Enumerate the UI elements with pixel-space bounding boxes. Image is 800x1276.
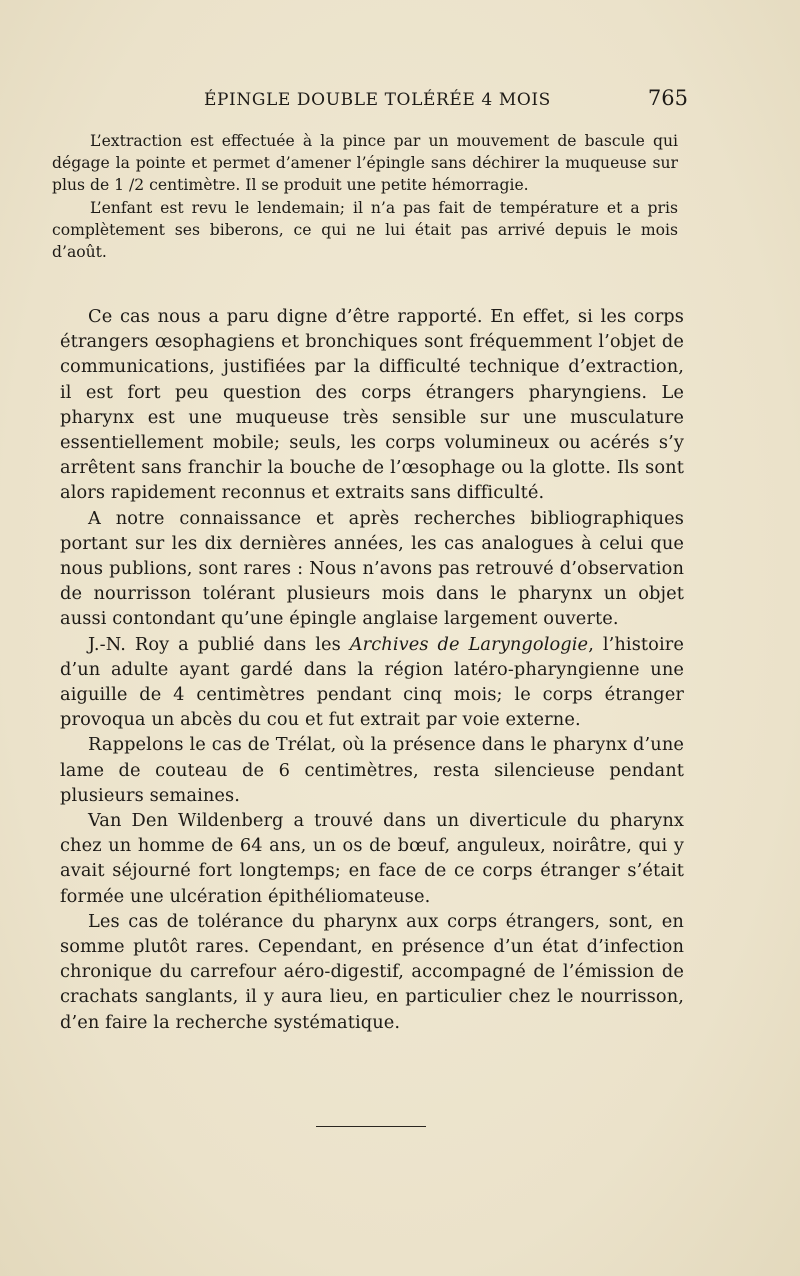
paragraph: A notre connaissance et après recherches bibliographiques portant sur les dix dernières années, les cas analogues à celui que nous publions, sont rares : Nous n’avons pas retrouvé d’observation de nourrisson tolérant plusieurs mois dans le pharynx un objet aussi contondant qu’une épingle anglaise largement ouverte. bbox=[60, 507, 684, 630]
page-number: 765 bbox=[647, 86, 688, 110]
paragraph: L’enfant est revu le lendemain; il n’a pas fait de température et a pris complètement ses biberons, ce qui ne lui était pas arrivé depuis le mois d’août. bbox=[52, 198, 678, 262]
paragraph: L’extraction est effectuée à la pince par un mouvement de bascule qui dégage la pointe et permet d’amener l’épingle sans déchirer la muqueuse sur plus de 1 /2 centimètre. Il se produit une petite hémorragie. bbox=[52, 132, 678, 195]
paragraph: Les cas de tolérance du pharynx aux corps étrangers, sont, en somme plutôt rares. Cependant, en présence d’un état d’infection chronique du carrefour aéro-digestif, accompagné de l’émission de crachats sanglants, il y aura lieu, en particulier chez le nourrisson, d’en faire la recherche systématique. bbox=[60, 910, 684, 1033]
section-end-rule bbox=[316, 1126, 426, 1127]
text-span: , l’histoire d’un adulte ayant gardé dans la région latéro-pharyngienne une aiguille de 4 centimètres pendant cinq mois; le corps étranger provoqua un abcès du cou et fut extrait par voie externe. bbox=[60, 633, 684, 731]
discussion-text bbox=[60, 304, 684, 1035]
paragraph: Van Den Wildenberg a trouvé dans un diverticule du pharynx chez un homme de 64 ans, un os de bœuf, anguleux, noirâtre, qui y avait séjourné fort longtemps; en face de ce corps étranger s’était formée une ulcération épithéliomateuse. bbox=[60, 810, 684, 907]
paragraph: Rappelons le cas de Trélat, où la présence dans le pharynx d’une lame de couteau de 6 centimètres, resta silencieuse pendant plusieurs semaines. bbox=[60, 734, 684, 806]
paragraph bbox=[60, 632, 684, 733]
page-header bbox=[62, 86, 688, 116]
running-title: ÉPINGLE DOUBLE TOLÉRÉE 4 MOIS bbox=[204, 90, 551, 110]
journal-title: Archives de Laryngologie bbox=[349, 633, 589, 655]
paragraph: Ce cas nous a paru digne d’être rapporté. En effet, si les corps étrangers œsophagiens et bronchiques sont fréquemment l’objet de communications, justifiées par la difficulté technique d’extraction, il est fort peu question des corps étrangers pharyngiens. Le pharynx est une muqueuse très sensible sur une musculature essentiellement mobile; seuls, les corps volumineux ou acérés s’y arrêtent sans franchir la bouche de l’œsophage ou la glotte. Ils sont alors rapidement reconnus et extraits sans difficulté. bbox=[60, 306, 684, 504]
observation-text bbox=[52, 130, 678, 263]
text-span: J.-N. Roy a publié dans les bbox=[88, 633, 350, 655]
